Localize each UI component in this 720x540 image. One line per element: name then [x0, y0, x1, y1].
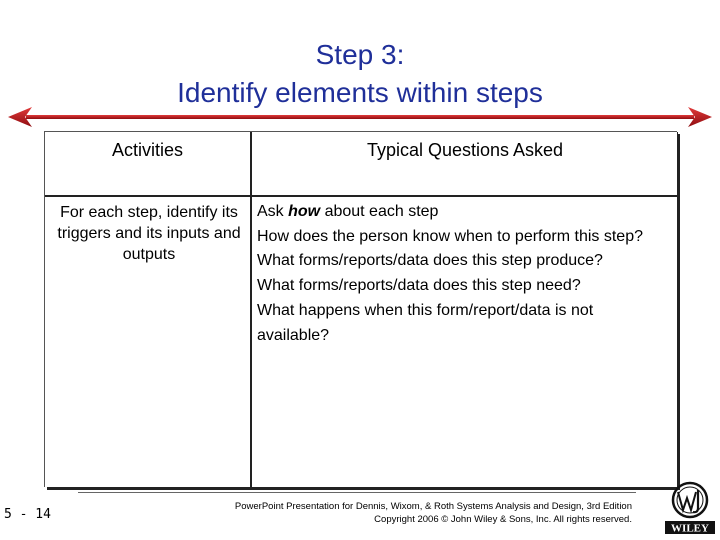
- questions-cell: [257, 200, 667, 348]
- double-arrow-divider: [8, 104, 712, 130]
- header-activities: Activities: [111, 140, 183, 160]
- credit-line-1: PowerPoint Presentation for Dennis, Wixom, & Roth Systems Analysis and Design, 3rd Edition: [234, 501, 632, 512]
- slide-title: [0, 36, 720, 112]
- slide-title-line2: Identify elements within steps: [177, 77, 543, 108]
- page-number: 5 - 14: [4, 507, 51, 522]
- question-line: How does the person know when to perform this step?: [257, 227, 643, 245]
- activities-table: [44, 131, 677, 487]
- question-line: What forms/reports/data does this step need?: [257, 277, 581, 295]
- column-divider: [250, 132, 252, 487]
- header-divider: [45, 195, 677, 197]
- header-typical-questions: Typical Questions Asked: [366, 140, 564, 160]
- activities-cell: For each step, identify its triggers and its inputs and outputs: [57, 204, 241, 263]
- footer-divider: [78, 492, 636, 493]
- question-suffix: about each step: [320, 203, 439, 220]
- question-line: What happens when this form/report/data is not available?: [257, 301, 594, 344]
- wiley-logo-icon: [664, 480, 716, 536]
- slide-title-line1: Step 3:: [315, 39, 405, 70]
- wiley-logo-text: WILEY: [671, 522, 709, 535]
- footer-credits: [112, 500, 632, 526]
- question-line-ask-how: [257, 200, 667, 225]
- question-line: What forms/reports/data does this step produce?: [257, 252, 603, 270]
- question-prefix: Ask: [257, 203, 289, 220]
- credit-line-2: Copyright 2006 © John Wiley & Sons, Inc. All rights reserved.: [374, 514, 632, 525]
- question-emphasis: how: [288, 203, 321, 220]
